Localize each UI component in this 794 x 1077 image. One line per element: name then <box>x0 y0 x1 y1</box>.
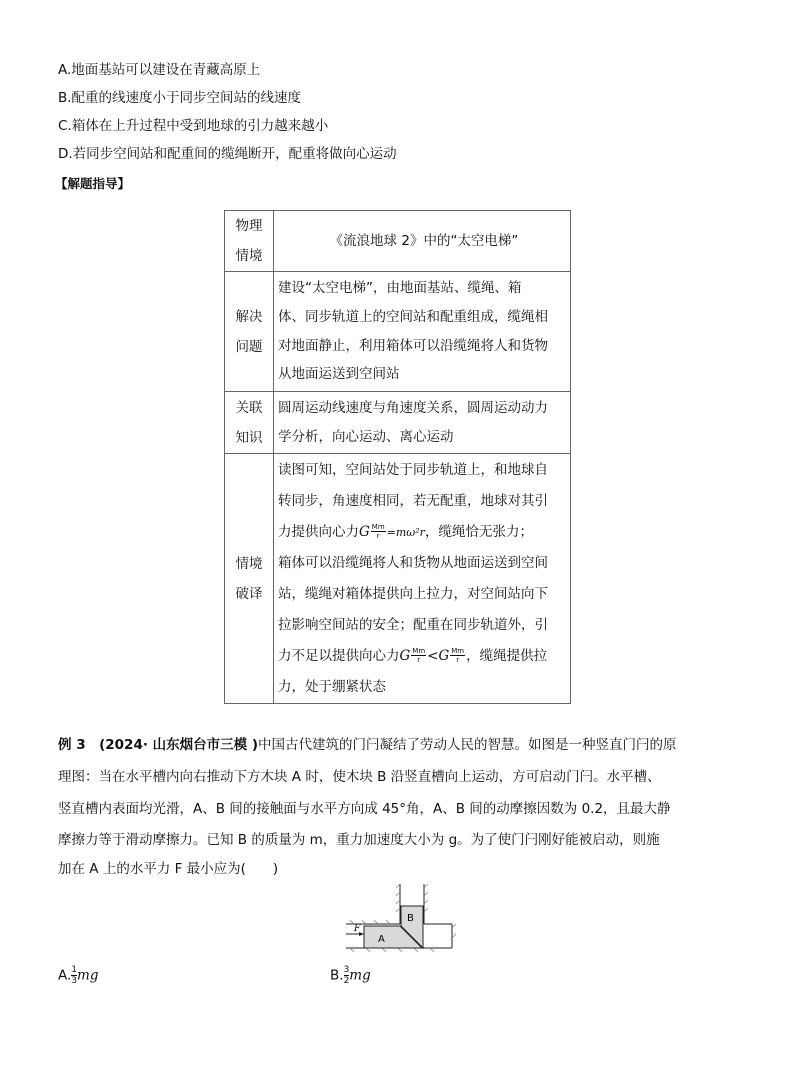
formula-text: ，缆绳恰无张力； <box>424 523 533 540</box>
guide-table <box>224 210 571 704</box>
fraction-den: 2 <box>343 976 350 986</box>
content-line: 圆周运动线速度与角速度关系，圆周运动动力 <box>278 399 548 416</box>
answer-a <box>58 965 98 986</box>
content-line: 从地面运送到空间站 <box>278 366 400 383</box>
formula-g: G <box>399 647 411 664</box>
row-content <box>274 454 571 704</box>
table-row <box>225 454 571 704</box>
label-b: B <box>407 913 414 924</box>
fraction-den: r <box>417 656 421 664</box>
formula-text: 力提供向心力 <box>278 523 359 540</box>
fraction-num: Mm <box>371 523 385 531</box>
table-row <box>225 272 571 392</box>
example-source: (2024· 山东烟台市三模 ) <box>99 737 259 753</box>
answer-prefix: A. <box>58 967 72 984</box>
row-content <box>274 392 571 454</box>
content-line: 《流浪地球 2》中的“太空电梯” <box>329 232 519 249</box>
option-d: D.若同步空间站和配重间的缆绳断开，配重将做向心运动 <box>58 146 397 162</box>
option-b: B.配重的线速度小于同步空间站的线速度 <box>58 90 302 106</box>
fraction-den: r <box>376 532 380 540</box>
content-line: 站，缆绳对箱体提供向上拉力，对空间站向下 <box>278 585 548 602</box>
example-text: 中国古代建筑的门闩凝结了劳动人民的智慧。如图是一种竖直门闩的原 <box>258 737 677 753</box>
content-line: 对地面静止，利用箱体可以沿缆绳将人和货物 <box>278 337 548 354</box>
row-label <box>225 211 274 272</box>
label-line: 情境 <box>235 555 263 572</box>
formula-lt: < <box>427 647 439 664</box>
label-line: 问题 <box>235 338 263 355</box>
example-line-4: 摩擦力等于滑动摩擦力。已知 B 的质量为 m，重力加速度大小为 g。为了使门闩刚好能被启动，则施 <box>58 832 660 848</box>
label-line: 关联 <box>235 399 263 416</box>
row-label <box>225 392 274 454</box>
row-content <box>274 272 571 392</box>
table-row <box>225 211 571 272</box>
content-line: 学分析，向心运动、离心运动 <box>278 428 454 445</box>
content-line: 体、同步轨道上的空间站和配重组成，缆绳相 <box>278 308 548 325</box>
option-c: C.箱体在上升过程中受到地球的引力越来越小 <box>58 118 329 134</box>
label-line: 情境 <box>235 248 263 264</box>
content-line: 拉影响空间站的安全；配重在同步轨道外，引 <box>278 616 548 633</box>
formula-line <box>278 517 570 548</box>
label-a: A <box>378 934 385 945</box>
content-line: 转同步，角速度相同，若无配重，地球对其引 <box>278 492 548 509</box>
content-line: 力，处于绷紧状态 <box>278 678 386 695</box>
row-label <box>225 272 274 392</box>
row-label <box>225 454 274 704</box>
formula-eq: =mω²r <box>386 525 425 539</box>
label-line: 破译 <box>235 585 263 602</box>
example-line-1 <box>58 733 677 753</box>
fraction-den: r <box>456 656 460 664</box>
fraction-num: 1 <box>71 965 78 975</box>
fraction-num: Mm <box>451 647 465 655</box>
example-line-5: 加在 A 上的水平力 F 最小应为( ) <box>58 861 279 877</box>
fraction-num: 3 <box>343 965 350 975</box>
guide-heading: 【解题指导】 <box>55 176 131 191</box>
label-line: 知识 <box>235 429 263 446</box>
answer-tail: mg <box>77 967 99 984</box>
example-line-3: 竖直槽内表面均光滑，A、B 间的接触面与水平方向成 45°角，A、B 间的动摩擦因数为 0.2，且最大静 <box>58 801 671 817</box>
formula-fraction <box>371 523 386 540</box>
fraction-den: 3 <box>71 976 78 986</box>
formula-fraction <box>411 647 426 664</box>
door-latch-figure <box>340 884 460 956</box>
formula-text: ，缆绳提供拉 <box>466 647 548 664</box>
formula-text: 力不足以提供向心力 <box>278 647 400 664</box>
formula-fraction <box>450 647 465 664</box>
content-line: 读图可知，空间站处于同步轨道上，和地球自 <box>278 461 548 478</box>
example-label: 例 3 <box>58 737 86 753</box>
option-a: A.地面基站可以建设在青藏高原上 <box>58 62 261 78</box>
label-line: 解决 <box>235 308 263 325</box>
formula-line <box>278 641 570 672</box>
answer-tail: mg <box>349 967 371 984</box>
label-f: F <box>354 924 361 934</box>
formula-g: G <box>438 647 450 664</box>
formula-g: G <box>359 523 370 540</box>
content-line: 建设“太空电梯”，由地面基站、缆绳、箱 <box>278 280 522 297</box>
example-line-2: 理图：当在水平槽内向右推动下方木块 A 时，使木块 B 沿竖直槽向上运动，方可启动门闩。水平槽、 <box>58 769 661 785</box>
answer-b <box>330 965 371 986</box>
row-content <box>274 211 571 272</box>
table-row <box>225 392 571 454</box>
fraction-num: Mm <box>412 647 426 655</box>
answer-prefix: B. <box>330 967 344 984</box>
label-line: 物理 <box>235 218 263 234</box>
content-line: 箱体可以沿缆绳将人和货物从地面运送到空间 <box>278 554 548 571</box>
